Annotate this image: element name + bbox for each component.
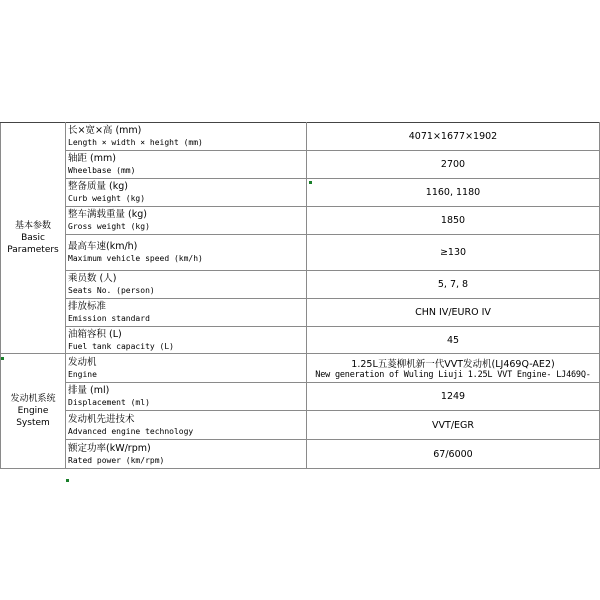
param-value: 45 xyxy=(307,327,600,354)
section-engine-system xyxy=(1,354,66,469)
param-cell xyxy=(66,235,307,271)
param-cell xyxy=(66,354,307,383)
param-value: 5, 7, 8 xyxy=(307,271,600,299)
section-title-en: Parameters xyxy=(7,245,59,255)
param-cell xyxy=(66,179,307,207)
param-label-en: Maximum vehicle speed (km/h) xyxy=(68,254,203,263)
param-cell xyxy=(66,271,307,299)
param-cell xyxy=(66,327,307,354)
param-value: 1160, 1180 xyxy=(307,179,600,207)
param-label-en: Wheelbase (mm) xyxy=(68,166,136,175)
table-row xyxy=(1,440,600,469)
cell-marker xyxy=(309,181,312,184)
table-row xyxy=(1,235,600,271)
param-cell xyxy=(66,207,307,235)
param-label-zh: 排量 (ml) xyxy=(68,385,110,396)
section-title-zh: 基本参数 xyxy=(14,221,51,231)
table-row xyxy=(1,383,600,411)
table-row xyxy=(1,151,600,179)
section-title-en: System xyxy=(16,418,50,428)
param-value: 67/6000 xyxy=(307,440,600,469)
spec-table xyxy=(0,122,600,469)
param-cell xyxy=(66,383,307,411)
param-value: 1850 xyxy=(307,207,600,235)
param-cell xyxy=(66,440,307,469)
param-cell xyxy=(66,151,307,179)
section-basic-parameters xyxy=(1,123,66,354)
param-value: ≥130 xyxy=(307,235,600,271)
param-cell xyxy=(66,299,307,327)
param-label-en: Seats No. (person) xyxy=(68,286,155,295)
param-label-en: Length × width × height (mm) xyxy=(68,138,203,147)
param-label-zh: 整车满载重量 (kg) xyxy=(68,209,147,220)
param-label-en: Gross weight (kg) xyxy=(68,222,150,231)
table-row xyxy=(1,271,600,299)
param-label-en: Curb weight (kg) xyxy=(68,194,146,203)
param-value: VVT/EGR xyxy=(307,411,600,440)
param-value xyxy=(307,354,600,383)
engine-value-line-2: New generation of Wuling Liuji 1.25L VVT Engine- LJ469Q- xyxy=(315,370,591,380)
param-cell xyxy=(66,411,307,440)
param-label-zh: 轴距 (mm) xyxy=(68,153,116,164)
param-label-zh: 排放标准 xyxy=(68,301,107,312)
param-label-zh: 发动机 xyxy=(68,356,97,368)
param-label-zh: 最高车速(km/h) xyxy=(68,241,138,252)
cell-marker xyxy=(1,357,4,360)
table-row xyxy=(1,179,600,207)
param-value: CHN IV/EURO IV xyxy=(307,299,600,327)
table-row xyxy=(1,327,600,354)
table-row xyxy=(1,354,600,383)
param-value: 2700 xyxy=(307,151,600,179)
section-title-en: Basic xyxy=(21,233,45,243)
param-label-en: Displacement (ml) xyxy=(68,398,150,407)
param-label-en: Engine xyxy=(68,369,97,379)
param-label-zh: 发动机先进技术 xyxy=(68,413,135,425)
table-row xyxy=(1,299,600,327)
param-label-zh: 额定功率(kW/rpm) xyxy=(68,442,151,454)
param-label-en: Emission standard xyxy=(68,314,150,323)
param-label-en: Advanced engine technology xyxy=(68,426,194,436)
table-row xyxy=(1,411,600,440)
table-row xyxy=(1,123,600,151)
param-cell xyxy=(66,123,307,151)
param-label-zh: 乘员数 (人) xyxy=(68,273,117,284)
param-label-zh: 长×宽×高 (mm) xyxy=(68,125,142,136)
cell-marker xyxy=(66,479,69,482)
param-label-en: Fuel tank capacity (L) xyxy=(68,341,174,351)
param-label-en: Rated power (km/rpm) xyxy=(68,455,165,465)
section-title-zh: 发动机系统 xyxy=(10,394,56,404)
param-value: 4071×1677×1902 xyxy=(307,123,600,151)
section-title-en: Engine xyxy=(17,406,49,416)
param-value: 1249 xyxy=(307,383,600,411)
engine-value-line-1: 1.25L五菱柳机新一代VVT发动机(LJ469Q-AE2) xyxy=(351,359,555,370)
table-row xyxy=(1,207,600,235)
param-label-zh: 整备质量 (kg) xyxy=(68,181,128,192)
param-label-zh: 油箱容积 (L) xyxy=(68,328,122,340)
